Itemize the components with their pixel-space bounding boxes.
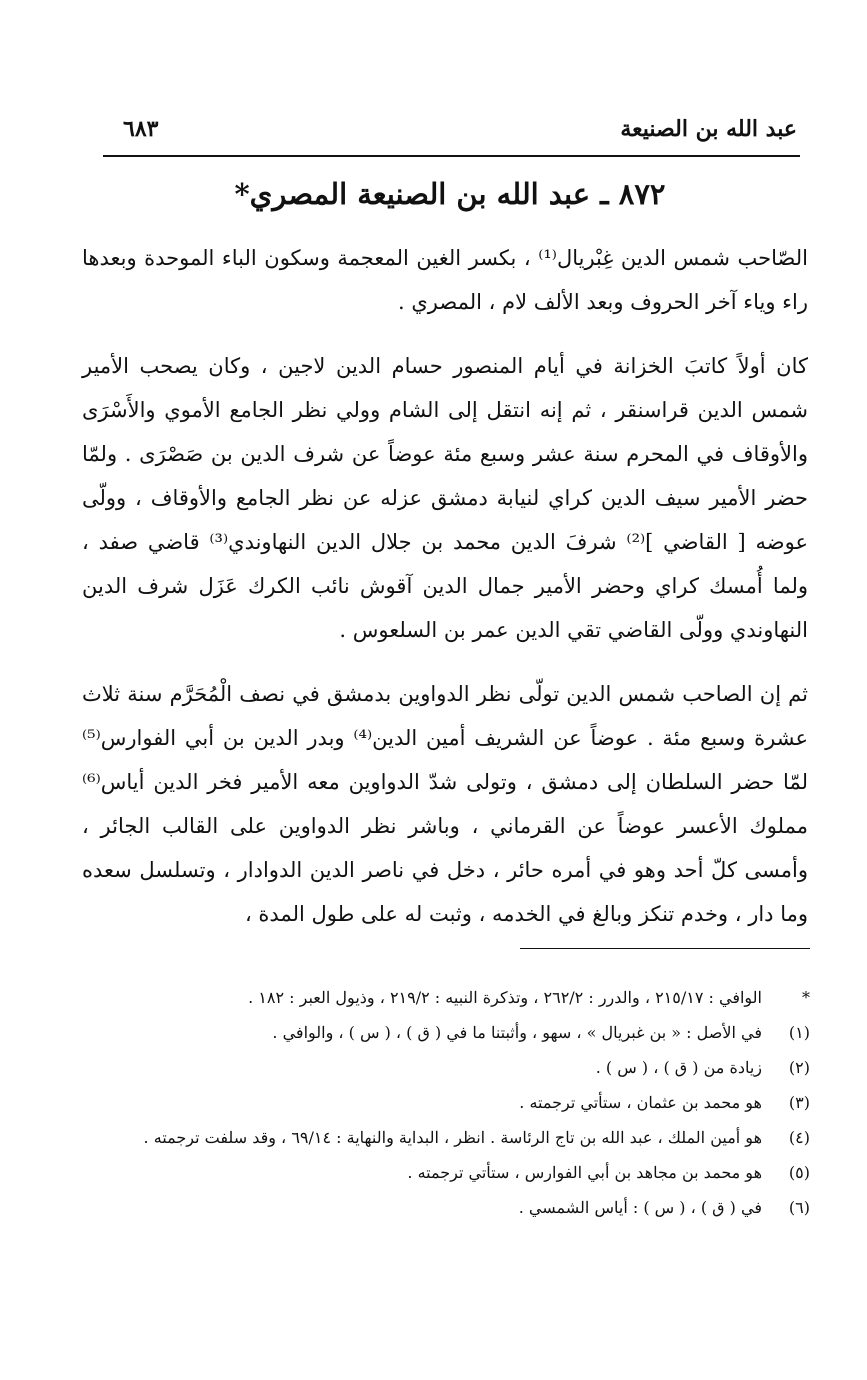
- footnote-text: زيادة من ( ق ) ، ( س ) .: [595, 1058, 762, 1077]
- header-rule: [103, 155, 800, 157]
- footnotes: [100, 980, 812, 1225]
- footnote-mark: (٥): [788, 1163, 810, 1182]
- page-header: [103, 112, 797, 152]
- page-number: ٦٨٣: [123, 116, 159, 142]
- body-text: [82, 236, 808, 956]
- footnote-text: في ( ق ) ، ( س ) : أياس الشمسي .: [518, 1198, 762, 1217]
- footnote-rule: [520, 948, 810, 949]
- footnote: [100, 1190, 812, 1225]
- running-head: عبد الله بن الصنيعة: [620, 116, 797, 142]
- footnote-mark: (٣): [788, 1093, 810, 1112]
- footnote-text: في الأصل : « بن غبريال » ، سهو ، وأثبتنا ما في ( ق ) ، ( س ) ، والوافي .: [272, 1023, 762, 1042]
- footnote-text: هو محمد بن عثمان ، ستأتي ترجمته .: [519, 1093, 762, 1112]
- footnote-text: الوافي : ٢١٥/١٧ ، والدرر : ٢٦٢/٢ ، وتذكرة النبيه : ٢١٩/٢ ، وذيول العبر : ١٨٢ .: [248, 988, 762, 1007]
- footnote-text: هو أمين الملك ، عبد الله بن تاج الرئاسة . انظر ، البداية والنهاية : ٦٩/١٤ ، وقد سلفت ترجمته .: [143, 1128, 762, 1147]
- footnote: [100, 1050, 812, 1085]
- paragraph-1: الصّاحب شمس الدين غِبْريال⁽¹⁾ ، بكسر الغين المعجمة وسكون الباء الموحدة وبعدها راء وياء آخر الحروف وبعد الألف لام ، المصري .: [82, 246, 808, 314]
- footnote-text: هو محمد بن مجاهد بن أبي الفوارس ، ستأتي ترجمته .: [407, 1163, 762, 1182]
- footnote-mark: (٦): [788, 1198, 810, 1217]
- entry-title: ٨٧٢ ـ عبد الله بن الصنيعة المصري*: [234, 177, 666, 211]
- footnote-mark: (٤): [788, 1128, 810, 1147]
- footnote: [100, 980, 812, 1015]
- footnote-mark: (١): [788, 1023, 810, 1042]
- footnote: [100, 1085, 812, 1120]
- footnote: [100, 1015, 812, 1050]
- paragraph-3: ثم إن الصاحب شمس الدين تولّى نظر الدواوين بدمشق في نصف الْمُحَرَّم سنة ثلاث عشرة وسبع مئة . عوضاً عن الشريف أمين الدين⁽⁴⁾ وبدر الدين بن أبي الفوارس⁽⁵⁾ لمّا حضر السلطان إلى دمشق ، وتولى شدّ الدواوين معه الأمير فخر الدين أياس⁽⁶⁾ مملوك الأعسر عوضاً عن القرماني ، وباشر نظر الدواوين على القالب الجائر ، وأمسى كلّ أحد وهو في أمره حائر ، دخل في ناصر الدين الدوادار ، وتسلسل سعده وما دار ، وخدم تنكز وبالغ في الخدمه ، وثبت له على طول المدة ،: [82, 682, 809, 926]
- paragraph-2: كان أولاً كاتبَ الخزانة في أيام المنصور حسام الدين لاجين ، وكان يصحب الأمير شمس الدين قراسنقر ، ثم إنه انتقل إلى الشام وولي نظر الجامع الأموي والأَسْرَى والأوقاف في المحرم سنة عشر وسبع مئة عوضاً عن شرف الدين بن صَصْرَى . ولمّا حضر الأمير سيف الدين كراي لنيابة دمشق عزله عن نظر الجامع والأوقاف ، وولّى عوضه [ القاضي ]⁽²⁾ شرفَ الدين محمد بن جلال الدين النهاوندي⁽³⁾ قاضي صفد ، ولما أُمسك كراي وحضر الأمير جمال الدين آقوش نائب الكرك عَزَل شرف الدين النهاوندي وولّى القاضي تقي الدين عمر بن السلعوس .: [82, 354, 808, 642]
- footnote-mark: *: [802, 988, 810, 1007]
- footnote: [100, 1155, 812, 1190]
- footnote: [100, 1120, 812, 1155]
- footnote-mark: (٢): [788, 1058, 810, 1077]
